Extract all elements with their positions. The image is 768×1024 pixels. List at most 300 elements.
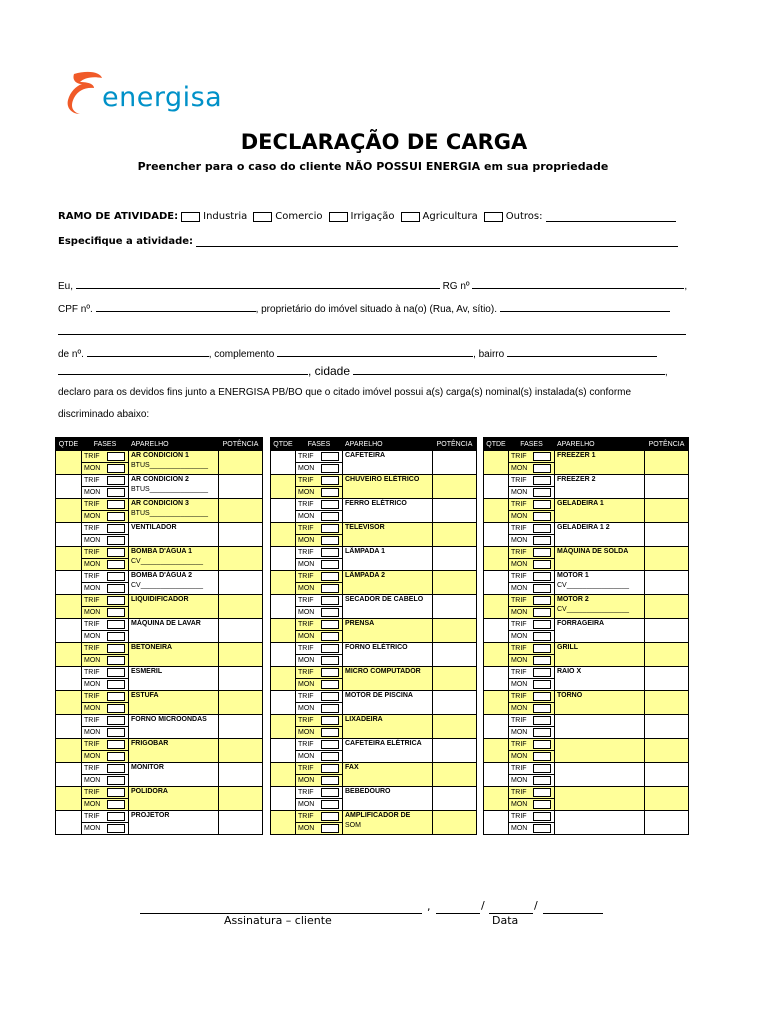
table-row [484,523,689,535]
aparelho-cell [129,811,219,835]
potencia-cell[interactable] [645,499,689,523]
table-row [484,691,689,703]
mon-label: MON [511,585,528,592]
qtde-cell[interactable] [271,787,296,811]
mon-checkbox[interactable] [321,656,339,665]
qtde-cell[interactable] [484,571,509,595]
mon-checkbox[interactable] [107,632,125,641]
especifique-row [58,236,678,247]
mon-checkbox[interactable] [321,512,339,521]
potencia-cell[interactable] [433,691,477,715]
trif-checkbox[interactable] [533,620,551,629]
potencia-cell[interactable] [433,643,477,667]
potencia-cell[interactable] [645,787,689,811]
aparelho-cell [343,763,433,787]
name-field[interactable] [76,279,440,289]
trif-checkbox[interactable] [321,476,339,485]
trif-checkbox[interactable] [321,620,339,629]
endereco-field[interactable] [500,302,670,312]
aparelho-cell [343,571,433,595]
fase-trif-cell [82,595,129,607]
potencia-cell[interactable] [433,499,477,523]
mon-checkbox[interactable] [107,704,125,713]
endereco-field-2[interactable] [58,325,686,335]
potencia-cell[interactable] [219,691,263,715]
trif-checkbox[interactable] [321,452,339,461]
potencia-cell[interactable] [219,643,263,667]
trif-checkbox[interactable] [533,764,551,773]
potencia-cell[interactable] [645,475,689,499]
fase-trif-cell [509,643,555,655]
qtde-cell[interactable] [271,739,296,763]
mon-checkbox[interactable] [107,584,125,593]
potencia-cell[interactable] [219,763,263,787]
trif-checkbox[interactable] [107,452,125,461]
qtde-cell[interactable] [271,619,296,643]
qtde-cell[interactable] [484,547,509,571]
trif-checkbox[interactable] [107,524,125,533]
mon-checkbox[interactable] [321,824,339,833]
header-potencia: POTÊNCIA [433,438,477,451]
trif-checkbox[interactable] [321,596,339,605]
complemento-field[interactable] [277,347,473,357]
qtde-cell[interactable] [271,499,296,523]
mon-checkbox[interactable] [533,584,551,593]
fase-mon-cell [296,727,343,739]
mon-checkbox[interactable] [107,680,125,689]
cidade-field[interactable] [353,365,665,375]
qtde-cell[interactable] [56,763,82,787]
potencia-cell[interactable] [645,619,689,643]
qtde-cell[interactable] [484,811,509,835]
mon-checkbox[interactable] [533,464,551,473]
potencia-cell[interactable] [433,811,477,835]
mon-checkbox[interactable] [533,824,551,833]
mon-checkbox[interactable] [107,800,125,809]
assinatura-label: Assinatura – cliente [224,914,332,927]
trif-checkbox[interactable] [107,740,125,749]
fase-mon-cell [82,823,129,835]
trif-checkbox[interactable] [533,596,551,605]
table-row [56,571,263,583]
mon-checkbox[interactable] [107,488,125,497]
qtde-cell[interactable] [271,523,296,547]
mon-checkbox[interactable] [107,656,125,665]
trif-checkbox[interactable] [107,788,125,797]
mon-checkbox[interactable] [533,800,551,809]
trif-checkbox[interactable] [107,764,125,773]
trif-checkbox[interactable] [533,644,551,653]
aparelho-cell [129,451,219,475]
potencia-cell[interactable] [645,643,689,667]
date-day-line[interactable] [436,912,480,914]
potencia-cell[interactable] [219,451,263,475]
mon-checkbox[interactable] [321,704,339,713]
trif-checkbox[interactable] [533,788,551,797]
trif-label: TRIF [511,789,527,796]
qtde-cell[interactable] [56,595,82,619]
mon-checkbox[interactable] [533,488,551,497]
potencia-cell[interactable] [645,811,689,835]
trif-label: TRIF [84,621,100,628]
trif-label: TRIF [298,645,314,652]
trif-checkbox[interactable] [321,740,339,749]
date-separator-comma: , [427,900,431,913]
aparelho-cell [343,667,433,691]
cpf-field[interactable] [96,302,256,312]
potencia-cell[interactable] [219,715,263,739]
aparelho-sub: CV________________ [131,582,204,589]
mon-checkbox[interactable] [533,560,551,569]
potencia-cell[interactable] [645,739,689,763]
trif-checkbox[interactable] [107,596,125,605]
aparelho-name: CAFETEIRA ELÉTRICA [345,740,422,747]
trif-checkbox[interactable] [321,548,339,557]
potencia-cell[interactable] [645,667,689,691]
potencia-cell[interactable] [219,547,263,571]
comercio-checkbox[interactable] [253,212,272,222]
potencia-cell[interactable] [645,451,689,475]
trif-checkbox[interactable] [107,716,125,725]
trif-checkbox[interactable] [533,812,551,821]
mon-checkbox[interactable] [533,608,551,617]
potencia-cell[interactable] [219,787,263,811]
aparelho-cell [343,811,433,835]
mon-checkbox[interactable] [321,584,339,593]
mon-checkbox[interactable] [321,776,339,785]
table-row [484,475,689,487]
potencia-cell[interactable] [433,763,477,787]
mon-checkbox[interactable] [321,560,339,569]
potencia-cell[interactable] [433,571,477,595]
table-row [271,619,477,631]
trif-label: TRIF [84,765,100,772]
fase-mon-cell [82,463,129,475]
qtde-cell[interactable] [56,715,82,739]
qtde-cell[interactable] [484,499,509,523]
qtde-cell[interactable] [271,547,296,571]
mon-checkbox[interactable] [321,680,339,689]
qtde-cell[interactable] [56,739,82,763]
trif-checkbox[interactable] [321,644,339,653]
trif-checkbox[interactable] [321,692,339,701]
qtde-cell[interactable] [56,787,82,811]
qtde-cell[interactable] [271,643,296,667]
potencia-cell[interactable] [219,739,263,763]
aparelho-name: FORRAGEIRA [557,620,605,627]
potencia-cell[interactable] [645,715,689,739]
mon-label: MON [84,753,101,760]
qtde-cell[interactable] [271,667,296,691]
mon-label: MON [511,489,528,496]
mon-checkbox[interactable] [107,560,125,569]
qtde-cell[interactable] [484,667,509,691]
date-slash-2: / [534,899,538,912]
mon-checkbox[interactable] [107,752,125,761]
mon-label: MON [84,513,101,520]
aparelho-cell [343,499,433,523]
trif-label: TRIF [84,669,100,676]
qtde-cell[interactable] [484,787,509,811]
potencia-cell[interactable] [219,499,263,523]
potencia-cell[interactable] [645,763,689,787]
outros-checkbox[interactable] [484,212,503,222]
mon-label: MON [298,801,315,808]
aparelho-name: FORNO MICROONDAS [131,716,207,723]
aparelho-sub: BTUS_______________ [131,486,209,493]
aparelho-name: LIQUIDIFICADOR [131,596,189,603]
mon-label: MON [511,705,528,712]
potencia-cell[interactable] [645,595,689,619]
aparelho-name: FERRO ELÉTRICO [345,500,407,507]
trif-checkbox[interactable] [107,620,125,629]
qtde-cell[interactable] [56,547,82,571]
trif-checkbox[interactable] [107,812,125,821]
mon-checkbox[interactable] [321,608,339,617]
potencia-cell[interactable] [219,811,263,835]
fase-mon-cell [296,703,343,715]
potencia-cell[interactable] [645,547,689,571]
mon-checkbox[interactable] [533,752,551,761]
data-label: Data [492,914,519,927]
qtde-cell[interactable] [271,451,296,475]
qtde-cell[interactable] [271,595,296,619]
mon-label: MON [298,825,315,832]
potencia-cell[interactable] [645,691,689,715]
qtde-cell[interactable] [56,523,82,547]
potencia-cell[interactable] [219,595,263,619]
agricultura-checkbox[interactable] [401,212,420,222]
qtde-cell[interactable] [56,451,82,475]
date-year-line[interactable] [543,912,603,914]
table-row [56,547,263,559]
mon-checkbox[interactable] [533,536,551,545]
mon-checkbox[interactable] [107,824,125,833]
qtde-cell[interactable] [271,475,296,499]
aparelho-cell [129,715,219,739]
fase-mon-cell [509,487,555,499]
qtde-cell[interactable] [56,499,82,523]
qtde-cell[interactable] [56,811,82,835]
qtde-cell[interactable] [271,715,296,739]
aparelho-name: TORNO [557,692,583,699]
qtde-cell[interactable] [56,571,82,595]
trif-checkbox[interactable] [321,788,339,797]
fase-mon-cell [509,823,555,835]
fase-trif-cell [509,523,555,535]
aparelho-cell [555,475,645,499]
potencia-cell[interactable] [433,595,477,619]
potencia-cell[interactable] [433,547,477,571]
bairro-field[interactable] [507,347,657,357]
fase-mon-cell [296,607,343,619]
declaro-text: declaro para os devidos fins junto a ENERGISA PB/BO que o citado imóvel possui a(s) carga(s) nominal(s) instalada(s) conforme [58,387,632,398]
mon-label: MON [84,489,101,496]
trif-checkbox[interactable] [107,692,125,701]
table-row [484,619,689,631]
mon-checkbox[interactable] [321,488,339,497]
potencia-cell[interactable] [433,619,477,643]
qtde-cell[interactable] [271,691,296,715]
mon-checkbox[interactable] [533,776,551,785]
potencia-cell[interactable] [433,715,477,739]
mon-checkbox[interactable] [533,680,551,689]
numero-field[interactable] [87,347,209,357]
potencia-cell[interactable] [433,523,477,547]
potencia-cell[interactable] [645,571,689,595]
potencia-cell[interactable] [219,475,263,499]
qtde-cell[interactable] [271,811,296,835]
mon-label: MON [84,777,101,784]
potencia-cell[interactable] [219,523,263,547]
table-row [56,499,263,511]
qtde-cell[interactable] [484,691,509,715]
table-row [271,667,477,679]
qtde-cell[interactable] [484,763,509,787]
trif-checkbox[interactable] [321,524,339,533]
trif-checkbox[interactable] [533,572,551,581]
aparelho-cell [343,739,433,763]
qtde-cell[interactable] [484,475,509,499]
fase-trif-cell [509,667,555,679]
table-row [271,715,477,727]
trif-checkbox[interactable] [107,644,125,653]
mon-checkbox[interactable] [321,536,339,545]
header-fases: FASES [296,438,343,451]
qtde-cell[interactable] [484,619,509,643]
mon-checkbox[interactable] [533,728,551,737]
aparelho-name: FREEZER 1 [557,452,596,459]
qtde-cell[interactable] [56,643,82,667]
trif-label: TRIF [84,573,100,580]
aparelho-cell [555,763,645,787]
mon-checkbox[interactable] [533,512,551,521]
trif-checkbox[interactable] [533,500,551,509]
trif-checkbox[interactable] [533,476,551,485]
potencia-cell[interactable] [645,523,689,547]
potencia-cell[interactable] [219,619,263,643]
aparelho-cell [343,619,433,643]
qtde-cell[interactable] [271,763,296,787]
trif-checkbox[interactable] [533,524,551,533]
qtde-cell[interactable] [484,451,509,475]
mon-label: MON [84,465,101,472]
trif-checkbox[interactable] [533,668,551,677]
trif-checkbox[interactable] [321,500,339,509]
logo-wordmark: energisa [102,82,223,113]
trif-checkbox[interactable] [107,548,125,557]
qtde-cell[interactable] [484,595,509,619]
mon-checkbox[interactable] [107,536,125,545]
trif-label: TRIF [84,741,100,748]
mon-checkbox[interactable] [107,776,125,785]
qtde-cell[interactable] [484,523,509,547]
trif-checkbox[interactable] [321,716,339,725]
trif-checkbox[interactable] [107,476,125,485]
mon-checkbox[interactable] [321,752,339,761]
rg-field[interactable] [472,279,684,289]
equipment-table-1 [55,437,263,835]
qtde-cell[interactable] [56,475,82,499]
qtde-cell[interactable] [56,619,82,643]
mon-label: MON [511,777,528,784]
trif-label: TRIF [84,813,100,820]
aparelho-name: ESMERIL [131,668,163,675]
header-fases: FASES [509,438,555,451]
trif-label: TRIF [84,549,100,556]
fase-mon-cell [296,463,343,475]
mon-checkbox[interactable] [321,464,339,473]
mon-checkbox[interactable] [321,632,339,641]
mon-checkbox[interactable] [321,800,339,809]
trif-checkbox[interactable] [107,500,125,509]
fase-mon-cell [82,607,129,619]
trif-checkbox[interactable] [533,716,551,725]
fase-trif-cell [296,451,343,463]
qtde-cell[interactable] [484,739,509,763]
table-row [56,787,263,799]
qtde-cell[interactable] [484,643,509,667]
qtde-cell[interactable] [56,691,82,715]
potencia-cell[interactable] [433,475,477,499]
cidade-prefix-field[interactable] [58,365,308,375]
table-row [484,499,689,511]
aparelho-name: MICRO COMPUTADOR [345,668,421,675]
qtde-cell[interactable] [271,571,296,595]
outros-field[interactable] [546,212,676,222]
mon-checkbox[interactable] [107,464,125,473]
mon-checkbox[interactable] [321,728,339,737]
potencia-cell[interactable] [433,739,477,763]
mon-checkbox[interactable] [107,608,125,617]
trif-checkbox[interactable] [533,548,551,557]
mon-label: MON [84,633,101,640]
aparelho-name: LIXADEIRA [345,716,383,723]
mon-checkbox[interactable] [533,656,551,665]
especifique-field[interactable] [196,237,678,247]
de-no-label: de nº. [58,349,84,360]
fase-mon-cell [509,559,555,571]
mon-checkbox[interactable] [107,728,125,737]
industria-checkbox[interactable] [181,212,200,222]
trif-checkbox[interactable] [321,572,339,581]
trif-checkbox[interactable] [107,668,125,677]
potencia-cell[interactable] [433,667,477,691]
trif-checkbox[interactable] [533,452,551,461]
trif-label: TRIF [511,645,527,652]
table-row [56,475,263,487]
fase-mon-cell [296,679,343,691]
trif-checkbox[interactable] [533,692,551,701]
qtde-cell[interactable] [484,715,509,739]
mon-checkbox[interactable] [107,512,125,521]
irrigacao-checkbox[interactable] [329,212,348,222]
trif-checkbox[interactable] [321,764,339,773]
fase-mon-cell [82,559,129,571]
mon-label: MON [511,561,528,568]
trif-checkbox[interactable] [533,740,551,749]
potencia-cell[interactable] [219,571,263,595]
potencia-cell[interactable] [433,787,477,811]
trif-checkbox[interactable] [321,812,339,821]
potencia-cell[interactable] [433,451,477,475]
mon-checkbox[interactable] [533,632,551,641]
qtde-cell[interactable] [56,667,82,691]
trif-checkbox[interactable] [107,572,125,581]
trif-checkbox[interactable] [321,668,339,677]
mon-checkbox[interactable] [533,704,551,713]
potencia-cell[interactable] [219,667,263,691]
